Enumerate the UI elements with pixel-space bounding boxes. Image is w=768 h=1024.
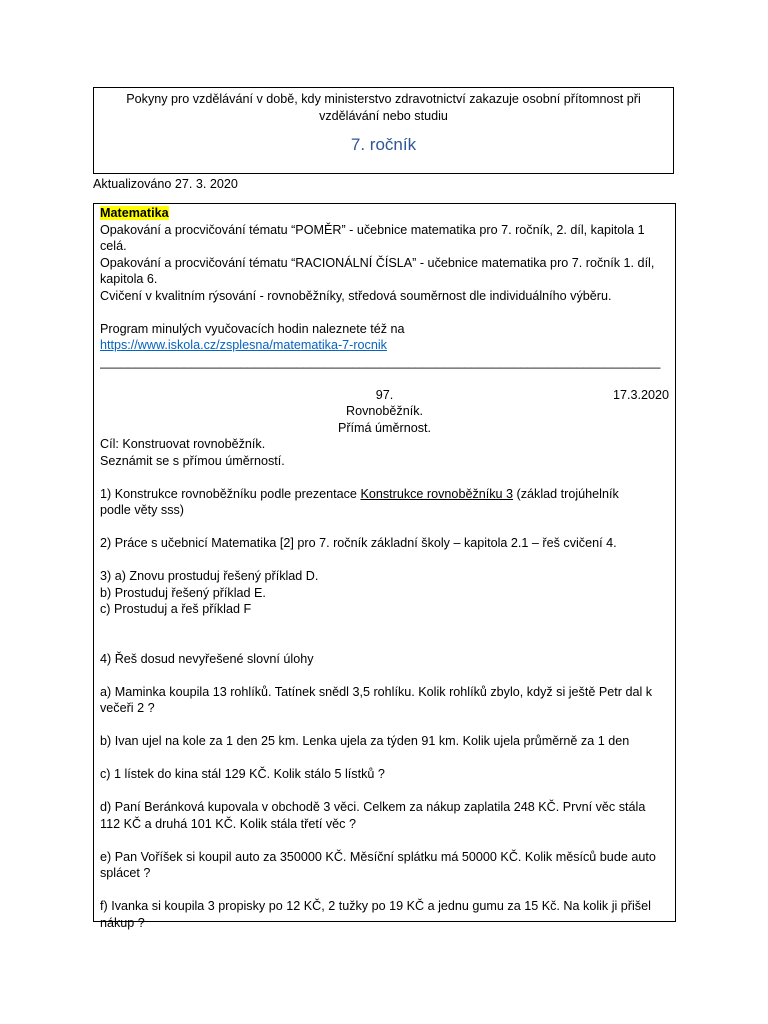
lesson-number: 97. [375,387,394,402]
header-line-1: Pokyny pro vzdělávání v době, kdy ministerstvo zdravotnictví zakazuje osobní přítomnost při [126,92,641,106]
grade-title: 7. ročník [350,135,417,154]
task-4: 4) Řeš dosud nevyřešené slovní úlohy [100,651,314,666]
problem-f-2: nákup ? [100,915,145,930]
problem-a-2: večeři 2 ? [100,701,155,715]
task-2: 2) Práce s učebnicí Matematika [2] pro 7. ročník základní školy – kapitola 2.1 – řeš cvičení 4. [100,536,617,550]
task-1-cont: podle věty sss) [100,503,184,517]
header-box [93,87,674,174]
subject-label: Matematika [100,206,169,220]
intro-paragraph-1b: celá. [100,239,127,253]
lesson-goal-1: Cíl: Konstruovat rovnoběžník. [100,437,266,451]
lesson-goal-2: Seznámit se s přímou úměrností. [100,453,285,468]
task-1: 1) Konstrukce rovnoběžníku podle prezentace Konstrukce rovnoběžníku 3 (základ trojúhelník [100,486,619,501]
updated-date: Aktualizováno 27. 3. 2020 [93,177,238,191]
lesson-date: 17.3.2020 [612,387,669,402]
problem-f-1: f) Ivanka si koupila 3 propisky po 12 KČ, 2 tužky po 19 KČ a jednu gumu za 15 Kč. Na kolik ji přišel [100,899,651,913]
problem-d-2: 112 KČ a druhá 101 KČ. Kolik stála třetí věc ? [100,816,356,831]
problem-b: b) Ivan ujel na kole za 1 den 25 km. Lenka ujela za týden 91 km. Kolik ujela průměrně za 1 den [100,734,630,748]
intro-paragraph-1a: Opakování a procvičování tématu “POMĚR” - učebnice matematika pro 7. ročník, 2. díl, kapitola 1 [100,222,645,237]
header-line-2: vzdělávání nebo studiu [319,109,448,123]
problem-d-1: d) Paní Beránková kupovala v obchodě 3 věci. Celkem za nákup zaplatila 248 KČ. První věc stála [100,800,646,814]
task-3b: b) Prostuduj řešený příklad E. [100,585,266,600]
lesson-title-2: Přímá úměrnost. [337,420,432,435]
separator-line: ________________________________________________________________________________ [100,354,661,369]
task-3a: 3) a) Znovu prostuduj řešený příklad D. [100,569,319,583]
intro-paragraph-2b: kapitola 6. [100,272,158,286]
program-text: Program minulých vyučovacích hodin naleznete též na [100,321,405,336]
presentation-link[interactable]: Konstrukce rovnoběžníku 3 [360,486,514,501]
problem-e-2: splácet ? [100,866,151,880]
problem-c: c) 1 lístek do kina stál 129 KČ. Kolik stálo 5 lístků ? [100,767,385,781]
assignment-box [93,203,676,930]
intro-paragraph-3: Cvičení v kvalitním rýsování - rovnoběžníky, středová souměrnost dle individuálního výběru. [100,288,612,303]
program-link[interactable]: https://www.iskola.cz/zsplesna/matematika-7-rocnik [100,338,387,352]
task-3c: c) Prostuduj a řeš příklad F [100,602,252,616]
lesson-title-1: Rovnoběžník. [345,404,423,418]
problem-e-1: e) Pan Voříšek si koupil auto za 350000 KČ. Měsíční splátku má 50000 KČ. Kolik měsíců bude auto [100,849,656,864]
intro-paragraph-2a: Opakování a procvičování tématu “RACIONÁLNÍ ČÍSLA” - učebnice matematika pro 7. ročník 1. díl, [100,255,655,270]
problem-a-1: a) Maminka koupila 13 rohlíků. Tatínek snědl 3,5 rohlíku. Kolik rohlíků zbylo, když si ještě Petr dal k [100,684,653,699]
